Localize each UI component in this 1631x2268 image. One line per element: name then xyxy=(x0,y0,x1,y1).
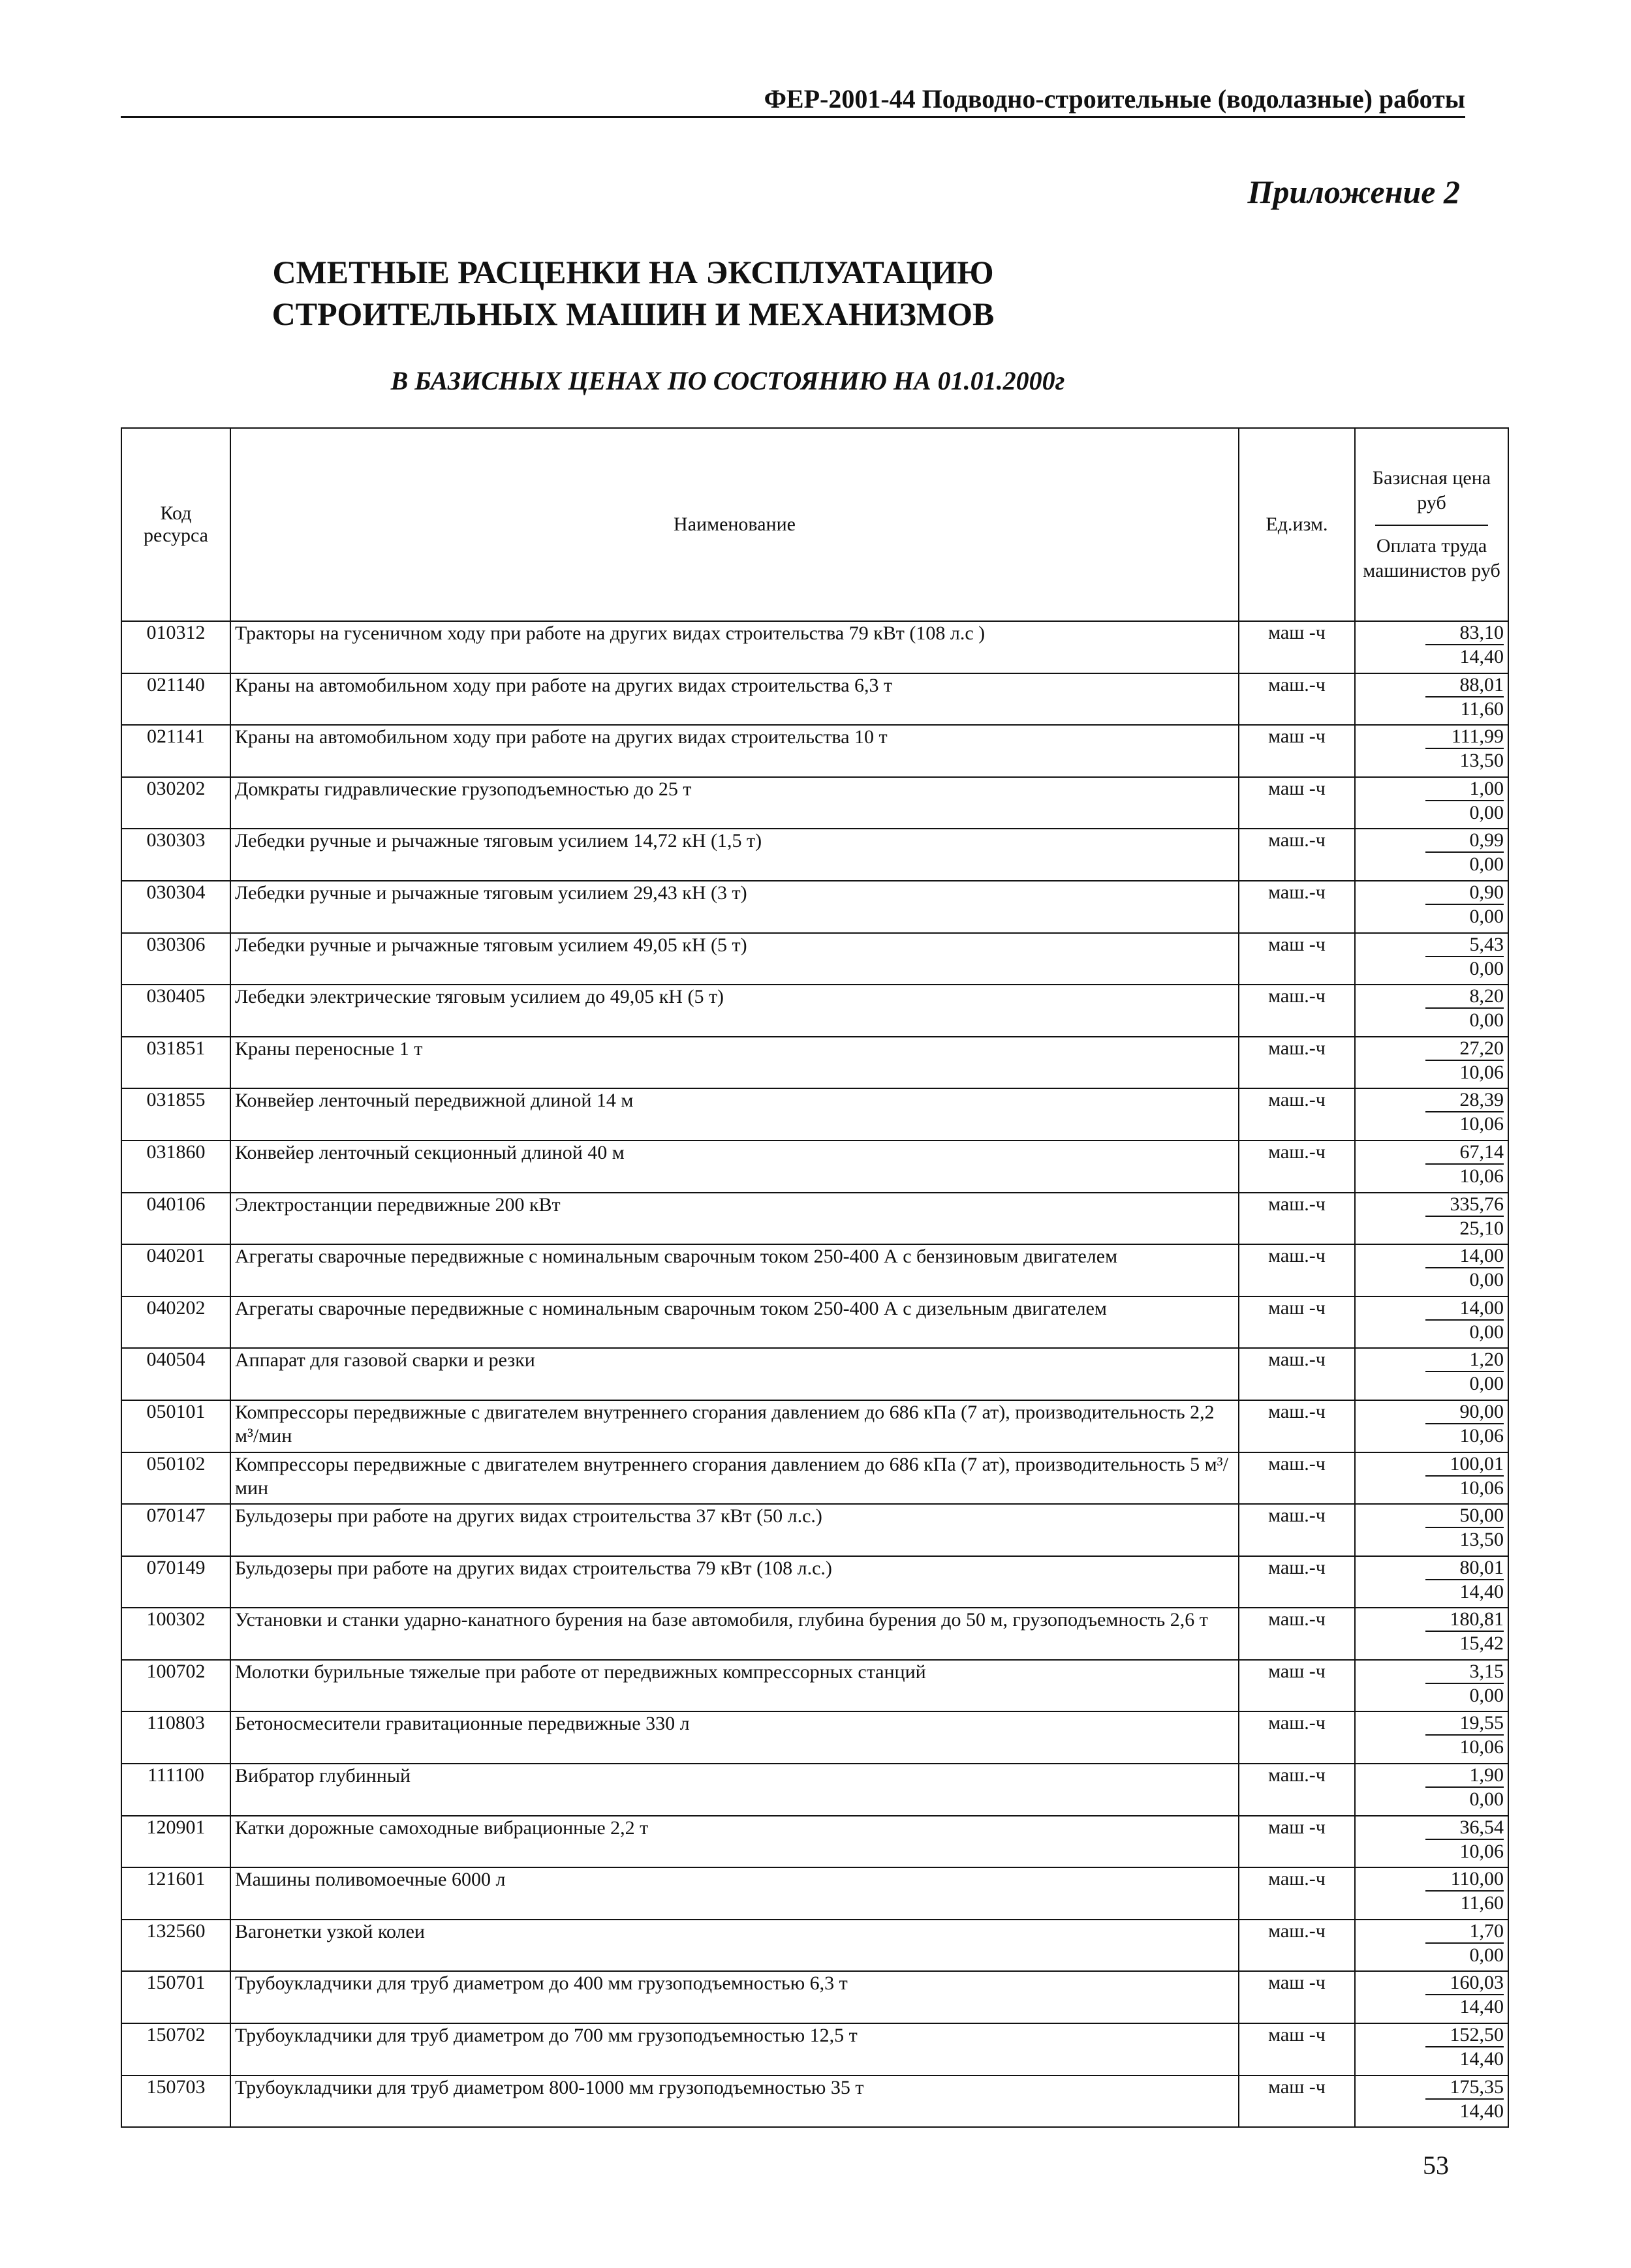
resource-unit: маш.-ч xyxy=(1239,1556,1355,1608)
resource-unit: маш.-ч xyxy=(1239,1244,1355,1296)
operator-labor-cost: 11,60 xyxy=(1460,1892,1504,1914)
base-price: 110,00 xyxy=(1425,1868,1504,1892)
resource-price-cell xyxy=(1355,1867,1508,1920)
operator-labor-cost: 14,40 xyxy=(1459,2100,1504,2122)
resource-code: 021140 xyxy=(121,673,230,726)
table-row xyxy=(121,621,1508,673)
operator-labor-cost: 0,00 xyxy=(1469,1944,1504,1966)
resource-price-cell xyxy=(1355,829,1508,881)
operator-labor-cost: 10,06 xyxy=(1459,1736,1504,1758)
document-subtitle: В БАЗИСНЫХ ЦЕНАХ ПО СОСТОЯНИЮ НА 01.01.2000г xyxy=(390,366,1065,395)
rates-table xyxy=(121,427,1509,2128)
table-row xyxy=(121,2076,1508,2128)
operator-labor-cost: 25,10 xyxy=(1459,1217,1504,1239)
resource-code: 040504 xyxy=(121,1348,230,1400)
resource-code: 021141 xyxy=(121,725,230,777)
operator-labor-cost: 0,00 xyxy=(1469,1009,1504,1032)
resource-code: 040201 xyxy=(121,1244,230,1296)
operator-labor-cost: 0,00 xyxy=(1469,1269,1504,1291)
table-row xyxy=(121,1400,1508,1452)
resource-name: Лебедки ручные и рычажные тяговым усилием 14,72 кН (1,5 т) xyxy=(230,829,1239,881)
resource-price-cell xyxy=(1355,985,1508,1037)
resource-code: 040106 xyxy=(121,1193,230,1245)
column-header-unit: Ед.изм. xyxy=(1239,428,1355,621)
resource-code: 070147 xyxy=(121,1504,230,1556)
table-row xyxy=(121,1920,1508,1972)
column-header-price xyxy=(1355,428,1508,621)
operator-labor-cost: 10,06 xyxy=(1459,1424,1504,1447)
resource-unit: маш.-ч xyxy=(1239,1764,1355,1816)
resource-unit: маш -ч xyxy=(1239,777,1355,829)
resource-code: 010312 xyxy=(121,621,230,673)
table-row xyxy=(121,1244,1508,1296)
resource-code: 121601 xyxy=(121,1867,230,1920)
resource-price-cell xyxy=(1355,1660,1508,1712)
resource-code: 100302 xyxy=(121,1608,230,1660)
base-price: 1,70 xyxy=(1425,1920,1504,1944)
resource-code: 040202 xyxy=(121,1296,230,1349)
base-price: 80,01 xyxy=(1425,1557,1504,1580)
resource-name: Краны на автомобильном ходу при работе на других видах строительства 6,3 т xyxy=(230,673,1239,726)
table-row xyxy=(121,985,1508,1037)
resource-code: 150702 xyxy=(121,2023,230,2076)
base-price: 160,03 xyxy=(1425,1972,1504,1995)
title-line-2: СТРОИТЕЛЬНЫХ МАШИН И МЕХАНИЗМОВ xyxy=(272,296,995,332)
resource-name: Вибратор глубинный xyxy=(230,1764,1239,1816)
table-row xyxy=(121,1867,1508,1920)
base-price: 1,20 xyxy=(1425,1349,1504,1372)
resource-unit: маш -ч xyxy=(1239,1816,1355,1868)
resource-name: Лебедки ручные и рычажные тяговым усилием 29,43 кН (3 т) xyxy=(230,881,1239,933)
resource-price-cell xyxy=(1355,1504,1508,1556)
resource-unit: маш -ч xyxy=(1239,2023,1355,2076)
resource-code: 030304 xyxy=(121,881,230,933)
base-price: 14,00 xyxy=(1425,1245,1504,1268)
resource-name: Компрессоры передвижные с двигателем внутреннего сгорания давлением до 686 кПа (7 ат), производительность 2,2 м³/мин xyxy=(230,1400,1239,1452)
operator-labor-cost: 10,06 xyxy=(1459,1477,1504,1499)
resource-name: Бетоносмесители гравитационные передвижные 330 л xyxy=(230,1711,1239,1764)
resource-name: Домкраты гидравлические грузоподъемностью до 25 т xyxy=(230,777,1239,829)
table-row xyxy=(121,1348,1508,1400)
table-row xyxy=(121,829,1508,881)
table-row xyxy=(121,1556,1508,1608)
resource-price-cell xyxy=(1355,621,1508,673)
resource-price-cell xyxy=(1355,933,1508,985)
resource-name: Бульдозеры при работе на других видах строительства 37 кВт (50 л.с.) xyxy=(230,1504,1239,1556)
resource-code: 031851 xyxy=(121,1037,230,1089)
base-price: 88,01 xyxy=(1425,674,1504,697)
resource-price-cell xyxy=(1355,1764,1508,1816)
resource-code: 110803 xyxy=(121,1711,230,1764)
base-price: 180,81 xyxy=(1425,1608,1504,1632)
resource-price-cell xyxy=(1355,777,1508,829)
resource-unit: маш.-ч xyxy=(1239,1037,1355,1089)
resource-code: 050101 xyxy=(121,1400,230,1452)
base-price: 111,99 xyxy=(1425,726,1504,749)
operator-labor-cost: 13,50 xyxy=(1459,750,1504,772)
resource-name: Агрегаты сварочные передвижные с номинальным сварочным током 250-400 А с бензиновым двигателем xyxy=(230,1244,1239,1296)
table-row xyxy=(121,1764,1508,1816)
resource-unit: маш -ч xyxy=(1239,1660,1355,1712)
base-price: 152,50 xyxy=(1425,2024,1504,2047)
resource-price-cell xyxy=(1355,1244,1508,1296)
base-price: 28,39 xyxy=(1425,1089,1504,1112)
operator-labor-cost: 10,06 xyxy=(1459,1840,1504,1862)
resource-unit: маш -ч xyxy=(1239,2076,1355,2128)
resource-unit: маш.-ч xyxy=(1239,1400,1355,1452)
resource-code: 030306 xyxy=(121,933,230,985)
resource-price-cell xyxy=(1355,1296,1508,1349)
resource-code: 132560 xyxy=(121,1920,230,1972)
resource-name: Машины поливомоечные 6000 л xyxy=(230,1867,1239,1920)
operator-labor-cost: 0,00 xyxy=(1469,1321,1504,1343)
table-row xyxy=(121,1816,1508,1868)
base-price: 50,00 xyxy=(1425,1505,1504,1528)
resource-unit: маш.-ч xyxy=(1239,673,1355,726)
table-row xyxy=(121,881,1508,933)
table-row xyxy=(121,1711,1508,1764)
operator-labor-cost: 0,00 xyxy=(1469,1373,1504,1395)
base-price: 0,90 xyxy=(1425,881,1504,905)
table-row xyxy=(121,1608,1508,1660)
table-row xyxy=(121,933,1508,985)
operator-labor-cost: 10,06 xyxy=(1459,1165,1504,1187)
resource-price-cell xyxy=(1355,673,1508,726)
resource-name: Трубоукладчики для труб диаметром до 700 мм грузоподъемностью 12,5 т xyxy=(230,2023,1239,2076)
resource-price-cell xyxy=(1355,1971,1508,2023)
table-row xyxy=(121,725,1508,777)
operator-labor-cost: 13,50 xyxy=(1459,1529,1504,1551)
resource-name: Тракторы на гусеничном ходу при работе на других видах строительства 79 кВт (108 л.с ) xyxy=(230,621,1239,673)
resource-unit: маш.-ч xyxy=(1239,1348,1355,1400)
resource-name: Агрегаты сварочные передвижные с номинальным сварочным током 250-400 А с дизельным двигателем xyxy=(230,1296,1239,1349)
base-price: 5,43 xyxy=(1425,934,1504,957)
resource-price-cell xyxy=(1355,1141,1508,1193)
base-price: 175,35 xyxy=(1425,2076,1504,2100)
table-row xyxy=(121,777,1508,829)
running-header: ФЕР-2001-44 Подводно-строительные (водолазные) работы xyxy=(121,84,1465,118)
operator-labor-cost: 10,06 xyxy=(1459,1061,1504,1083)
base-price: 19,55 xyxy=(1425,1712,1504,1736)
table-row xyxy=(121,1660,1508,1712)
resource-unit: маш -ч xyxy=(1239,1296,1355,1349)
resource-unit: маш.-ч xyxy=(1239,1608,1355,1660)
table-row xyxy=(121,673,1508,726)
resource-price-cell xyxy=(1355,1400,1508,1452)
column-header-name: Наименование xyxy=(230,428,1239,621)
resource-unit: маш -ч xyxy=(1239,725,1355,777)
table-row xyxy=(121,2023,1508,2076)
resource-price-cell xyxy=(1355,881,1508,933)
price-header-labor: Оплата труда машинистов руб xyxy=(1363,535,1500,581)
base-price: 1,00 xyxy=(1425,778,1504,801)
table-row xyxy=(121,1037,1508,1089)
operator-labor-cost: 10,06 xyxy=(1459,1113,1504,1135)
resource-price-cell xyxy=(1355,1452,1508,1505)
base-price: 100,01 xyxy=(1425,1453,1504,1477)
resource-name: Электростанции передвижные 200 кВт xyxy=(230,1193,1239,1245)
resource-code: 120901 xyxy=(121,1816,230,1868)
operator-labor-cost: 0,00 xyxy=(1469,1788,1504,1811)
resource-name: Лебедки ручные и рычажные тяговым усилием 49,05 кН (5 т) xyxy=(230,933,1239,985)
resource-price-cell xyxy=(1355,1711,1508,1764)
column-header-code: Код ресурса xyxy=(121,428,230,621)
table-header-row xyxy=(121,428,1508,621)
resource-name: Трубоукладчики для труб диаметром 800-1000 мм грузоподъемностью 35 т xyxy=(230,2076,1239,2128)
resource-unit: маш.-ч xyxy=(1239,1920,1355,1972)
operator-labor-cost: 0,00 xyxy=(1469,853,1504,876)
resource-unit: маш -ч xyxy=(1239,933,1355,985)
base-price: 14,00 xyxy=(1425,1297,1504,1321)
resource-unit: маш.-ч xyxy=(1239,1141,1355,1193)
table-row xyxy=(121,1971,1508,2023)
table-row xyxy=(121,1088,1508,1141)
resource-price-cell xyxy=(1355,1920,1508,1972)
operator-labor-cost: 0,00 xyxy=(1469,957,1504,979)
resource-price-cell xyxy=(1355,1193,1508,1245)
resource-name: Катки дорожные самоходные вибрационные 2,2 т xyxy=(230,1816,1239,1868)
price-header-base: Базисная цена руб xyxy=(1372,467,1491,513)
table-row xyxy=(121,1452,1508,1505)
resource-code: 070149 xyxy=(121,1556,230,1608)
resource-name: Трубоукладчики для труб диаметром до 400 мм грузоподъемностью 6,3 т xyxy=(230,1971,1239,2023)
appendix-label: Приложение 2 xyxy=(1247,174,1460,210)
resource-code: 030405 xyxy=(121,985,230,1037)
resource-unit: маш.-ч xyxy=(1239,881,1355,933)
resource-name: Компрессоры передвижные с двигателем внутреннего сгорания давлением до 686 кПа (7 ат), производительность 5 м³/мин xyxy=(230,1452,1239,1505)
operator-labor-cost: 14,40 xyxy=(1459,1996,1504,2018)
base-price: 27,20 xyxy=(1425,1037,1504,1061)
resource-name: Краны переносные 1 т xyxy=(230,1037,1239,1089)
operator-labor-cost: 15,42 xyxy=(1459,1632,1504,1655)
document-title xyxy=(121,251,1465,335)
resource-unit: маш.-ч xyxy=(1239,1088,1355,1141)
base-price: 8,20 xyxy=(1425,985,1504,1009)
table-body xyxy=(121,621,1508,2127)
base-price: 0,99 xyxy=(1425,829,1504,853)
resource-price-cell xyxy=(1355,1556,1508,1608)
resource-code: 031860 xyxy=(121,1141,230,1193)
base-price: 90,00 xyxy=(1425,1401,1504,1424)
resource-unit: маш -ч xyxy=(1239,621,1355,673)
resource-name: Установки и станки ударно-канатного бурения на базе автомобиля, глубина бурения до 50 м, грузоподъемность 2,6 т xyxy=(230,1608,1239,1660)
resource-price-cell xyxy=(1355,1348,1508,1400)
resource-code: 030202 xyxy=(121,777,230,829)
operator-labor-cost: 14,40 xyxy=(1459,646,1504,667)
base-price: 67,14 xyxy=(1425,1141,1504,1165)
table-row xyxy=(121,1296,1508,1349)
resource-name: Конвейер ленточный передвижной длиной 14 м xyxy=(230,1088,1239,1141)
resource-name: Вагонетки узкой колеи xyxy=(230,1920,1239,1972)
operator-labor-cost: 0,00 xyxy=(1469,905,1504,927)
resource-price-cell xyxy=(1355,2076,1508,2128)
resource-price-cell xyxy=(1355,1608,1508,1660)
resource-code: 150701 xyxy=(121,1971,230,2023)
resource-price-cell xyxy=(1355,2023,1508,2076)
resource-name: Молотки бурильные тяжелые при работе от передвижных компрессорных станций xyxy=(230,1660,1239,1712)
resource-unit: маш.-ч xyxy=(1239,1867,1355,1920)
operator-labor-cost: 11,60 xyxy=(1460,697,1504,720)
resource-unit: маш.-ч xyxy=(1239,1711,1355,1764)
resource-code: 100702 xyxy=(121,1660,230,1712)
operator-labor-cost: 14,40 xyxy=(1459,1580,1504,1602)
table-row xyxy=(121,1504,1508,1556)
resource-unit: маш -ч xyxy=(1239,1971,1355,2023)
resource-name: Лебедки электрические тяговым усилием до 49,05 кН (5 т) xyxy=(230,985,1239,1037)
resource-name: Конвейер ленточный секционный длиной 40 м xyxy=(230,1141,1239,1193)
resource-price-cell xyxy=(1355,725,1508,777)
base-price: 36,54 xyxy=(1425,1816,1504,1840)
title-line-1: СМЕТНЫЕ РАСЦЕНКИ НА ЭКСПЛУАТАЦИЮ xyxy=(272,254,994,290)
resource-name: Аппарат для газовой сварки и резки xyxy=(230,1348,1239,1400)
operator-labor-cost: 0,00 xyxy=(1469,1684,1504,1706)
base-price: 335,76 xyxy=(1425,1193,1504,1217)
resource-price-cell xyxy=(1355,1816,1508,1868)
resource-unit: маш.-ч xyxy=(1239,1504,1355,1556)
resource-name: Бульдозеры при работе на других видах строительства 79 кВт (108 л.с.) xyxy=(230,1556,1239,1608)
resource-unit: маш.-ч xyxy=(1239,1452,1355,1505)
resource-unit: маш.-ч xyxy=(1239,985,1355,1037)
resource-code: 150703 xyxy=(121,2076,230,2128)
operator-labor-cost: 0,00 xyxy=(1469,801,1504,823)
operator-labor-cost: 14,40 xyxy=(1459,2048,1504,2070)
base-price: 1,90 xyxy=(1425,1764,1504,1788)
resource-code: 050102 xyxy=(121,1452,230,1505)
table-row xyxy=(121,1141,1508,1193)
price-header-divider xyxy=(1375,525,1487,526)
resource-unit: маш.-ч xyxy=(1239,1193,1355,1245)
resource-code: 030303 xyxy=(121,829,230,881)
table-row xyxy=(121,1193,1508,1245)
resource-code: 031855 xyxy=(121,1088,230,1141)
resource-price-cell xyxy=(1355,1088,1508,1141)
resource-name: Краны на автомобильном ходу при работе на других видах строительства 10 т xyxy=(230,725,1239,777)
page-number: 53 xyxy=(1423,2151,1449,2180)
base-price: 3,15 xyxy=(1425,1661,1504,1684)
resource-price-cell xyxy=(1355,1037,1508,1089)
resource-code: 111100 xyxy=(121,1764,230,1816)
resource-unit: маш.-ч xyxy=(1239,829,1355,881)
base-price: 83,10 xyxy=(1425,622,1504,645)
